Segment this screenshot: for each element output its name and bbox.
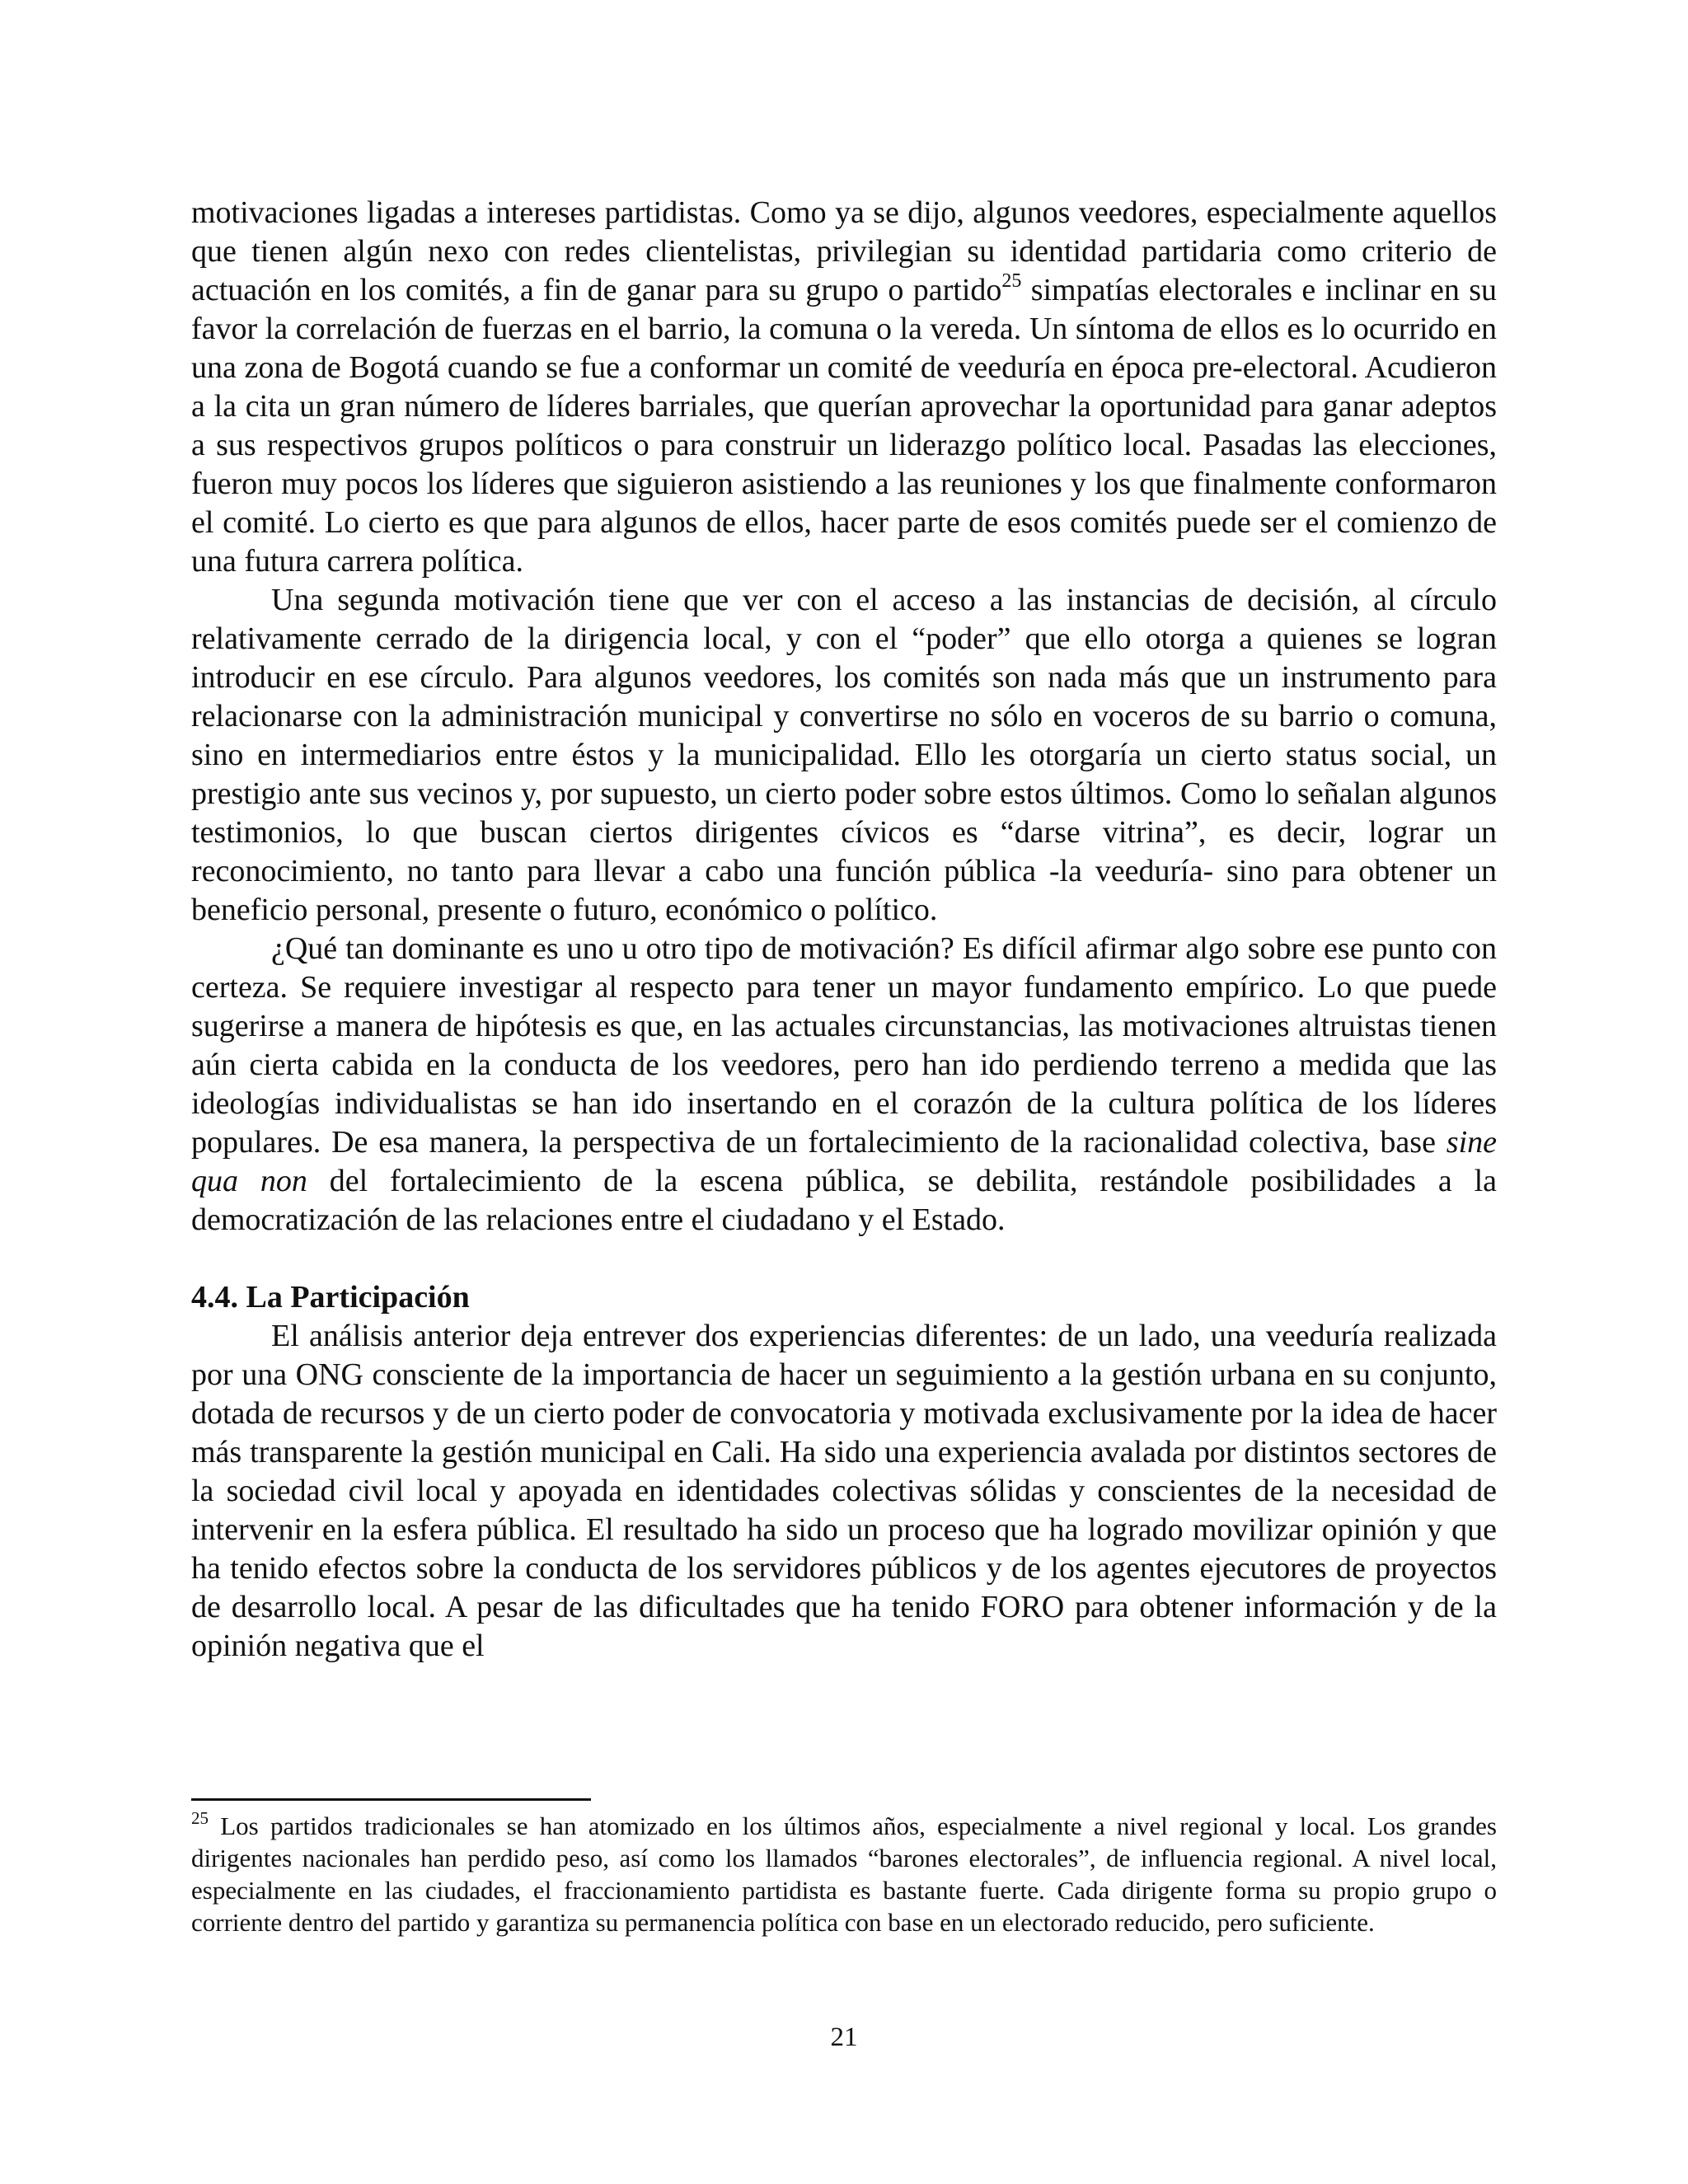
paragraph-1: [191, 194, 1497, 581]
paragraph-1-text-b: simpatías electorales e inclinar en su favor la correlación de fuerzas en el barrio, la comuna o la vereda. Un síntoma de ellos es lo ocurrido en una zona de Bogotá cuando se fue a conformar un comité de veeduría en época pre-electoral. Acudieron a la cita un gran número de líderes barriales, que querían aprovechar la oportunidad para ganar adeptos a sus respectivos grupos políticos o para construir un liderazgo político local. Pasadas las elecciones, fueron muy pocos los líderes que siguieron asistiendo a las reuniones y los que finalmente conformaron el comité. Lo cierto es que para algunos de ellos, hacer parte de esos comités puede ser el comienzo de una futura carrera política.: [191, 273, 1497, 579]
footnote-text: Los partidos tradicionales se han atomizado en los últimos años, especialmente a nivel regional y local. Los grandes dirigentes nacionales han perdido peso, así como los llamados “barones electorales”, de influencia regional. A nivel local, especialmente en las ciudades, el fraccionamiento partidista es bastante fuerte. Cada dirigente forma su propio grupo o corriente dentro del partido y garantiza su permanencia política con base en un electorado reducido, pero suficiente.: [191, 1811, 1497, 1937]
paragraph-3-text-b: del fortalecimiento de la escena pública, se debilita, restándole posibilidades a la democratización de las relaciones entre el ciudadano y el Estado.: [191, 1164, 1497, 1237]
latin-phrase: sine qua non: [191, 1125, 1497, 1198]
footnote-number: 25: [191, 1808, 209, 1828]
page-body: [191, 194, 1497, 1666]
section-heading: 4.4. La Participación: [191, 1280, 470, 1315]
footnote-separator: [191, 1798, 591, 1801]
footnote-25: [191, 1810, 1497, 1938]
paragraph-3: [191, 930, 1497, 1240]
paragraph-1-text-a: motivaciones ligadas a intereses partidistas. Como ya se dijo, algunos veedores, especialmente aquellos que tienen algún nexo con redes clientelistas, privilegian su identidad partidaria como criterio de actuación en los comités, a fin de ganar para su grupo o partido: [191, 195, 1497, 307]
page-number: 21: [830, 2022, 858, 2052]
paragraph-3-text-a: ¿Qué tan dominante es uno u otro tipo de motivación? Es difícil afirmar algo sobre ese punto con certeza. Se requiere investigar al respecto para tener un mayor fundamento empírico. Lo que puede sugerirse a manera de hipótesis es que, en las actuales circunstancias, las motivaciones altruistas tienen aún cierta cabida en la conducta de los veedores, pero han ido perdiendo terreno a medida que las ideologías individualistas se han ido insertando en el corazón de la cultura política de los líderes populares. De esa manera, la perspectiva de un fortalecimiento de la racionalidad colectiva, base: [191, 931, 1497, 1160]
paragraph-4: El análisis anterior deja entrever dos experiencias diferentes: de un lado, una veeduría realizada por una ONG consciente de la importancia de hacer un seguimiento a la gestión urbana en su conjunto, dotada de recursos y de un cierto poder de convocatoria y motivada exclusivamente por la idea de hacer más transparente la gestión municipal en Cali. Ha sido una experiencia avalada por distintos sectores de la sociedad civil local y apoyada en identidades colectivas sólidas y conscientes de la necesidad de intervenir en la esfera pública. El resultado ha sido un proceso que ha logrado movilizar opinión y que ha tenido efectos sobre la conducta de los servidores públicos y de los agentes ejecutores de proyectos de desarrollo local. A pesar de las dificultades que ha tenido FORO para obtener información y de la opinión negativa que el: [191, 1319, 1497, 1663]
paragraph-2: Una segunda motivación tiene que ver con el acceso a las instancias de decisión, al círculo relativamente cerrado de la dirigencia local, y con el “poder” que ello otorga a quienes se logran introducir en ese círculo. Para algunos veedores, los comités son nada más que un instrumento para relacionarse con la administración municipal y convertirse no sólo en voceros de su barrio o comuna, sino en intermediarios entre éstos y la municipalidad. Ello les otorgaría un cierto status social, un prestigio ante sus vecinos y, por supuesto, un cierto poder sobre estos últimos. Como lo señalan algunos testimonios, lo que buscan ciertos dirigentes cívicos es “darse vitrina”, es decir, lograr un reconocimiento, no tanto para llevar a cabo una función pública -la veeduría- sino para obtener un beneficio personal, presente o futuro, económico o político.: [191, 583, 1497, 927]
footnote-reference-25[interactable]: 25: [1001, 270, 1022, 292]
